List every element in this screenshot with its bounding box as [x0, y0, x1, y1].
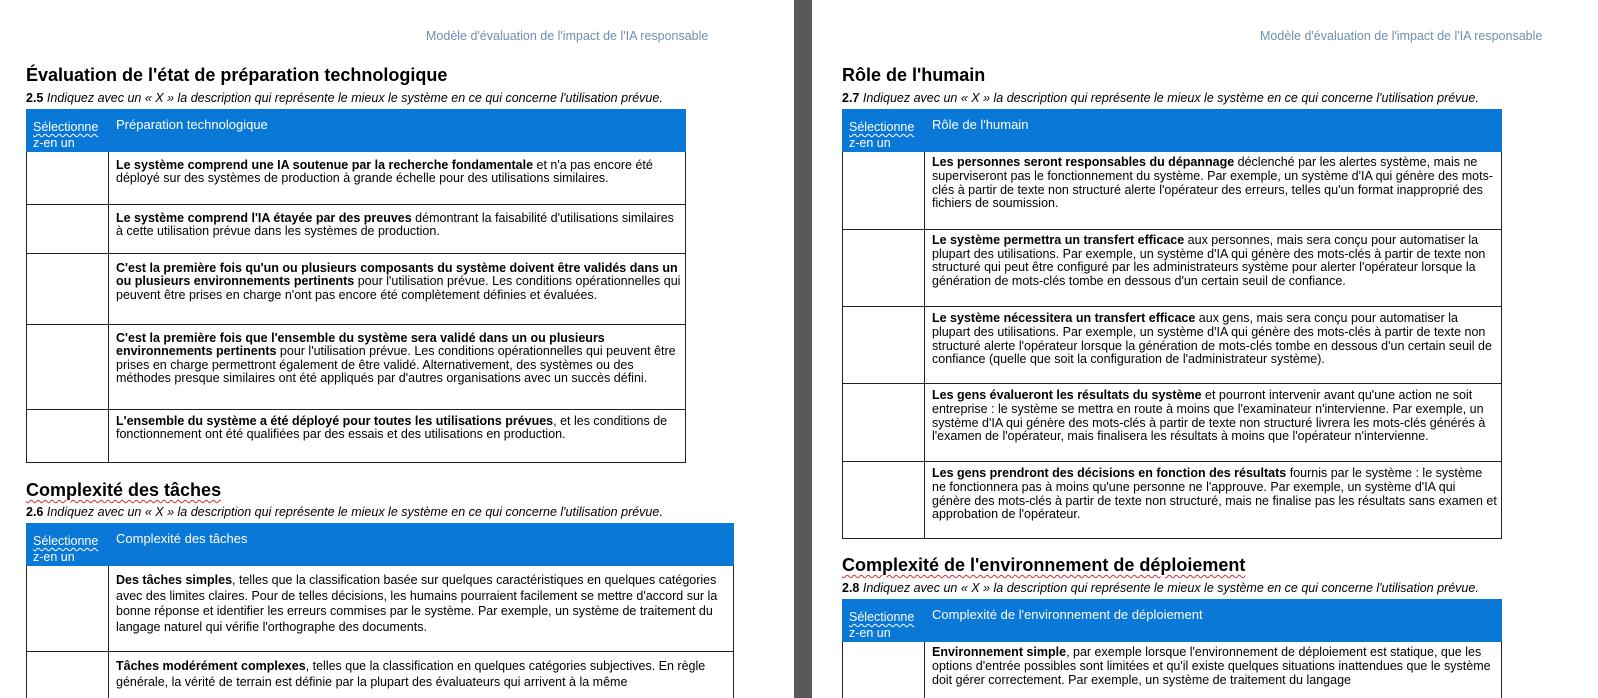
- table-row: [843, 307, 1502, 384]
- select-cell[interactable]: [27, 410, 109, 463]
- table-row: [27, 254, 686, 325]
- table-row: [843, 230, 1502, 307]
- description-bold: Le système comprend l'IA étayée par des preuves: [116, 211, 412, 225]
- description-bold: C'est la première fois qu'un ou plusieurs composants du système doivent être validés dans un ou plusieurs environnements pertinents: [116, 261, 678, 289]
- description-bold: Environnement simple: [932, 645, 1067, 659]
- description-cell: [925, 462, 1502, 539]
- table-header-row: [27, 524, 734, 566]
- select-cell[interactable]: [27, 152, 109, 205]
- page-gutter: [794, 0, 812, 698]
- section-title-task-complexity: Complexité des tâches: [26, 480, 222, 500]
- table-row: [27, 325, 686, 410]
- table-deployment-complexity: [842, 599, 1502, 698]
- table-row: [843, 642, 1502, 698]
- description-text: , et les conditions de fonctionnement ont été qualifiées par des essais et des utilisations en production.: [116, 414, 668, 442]
- table-header-row: [27, 110, 686, 152]
- description-text: démontrant la faisabilité d'utilisations similaires à cette utilisation prévue dans les systèmes de production.: [116, 211, 674, 239]
- table-task-complexity: [26, 523, 734, 698]
- select-cell[interactable]: [843, 642, 925, 698]
- select-label-suffix: z-en un: [849, 626, 891, 640]
- section-title-human-role: [842, 65, 985, 86]
- select-cell[interactable]: [27, 566, 109, 652]
- description-bold: C'est la première fois que l'ensemble du système sera validé dans un ou plusieurs environnements pertinents: [116, 331, 605, 359]
- question-2-7: [842, 91, 1479, 105]
- select-label: Sélectionne: [849, 120, 915, 134]
- question-number: 2.8: [842, 581, 860, 595]
- description-cell: [925, 384, 1502, 462]
- table-row: [27, 152, 686, 205]
- description-text: et n'a pas encore été déployé sur des systèmes de production à grande échelle pour des utilisations similaires.: [116, 158, 653, 186]
- select-cell[interactable]: [843, 230, 925, 307]
- description-text: , par exemple lorsque l'environnement de déploiement est statique, que les options d'entrée possibles sont limitées et qu'il existe quelques situations inattendues que le système doit gérer correctement. Par exemple, un système de traitement du langage: [932, 645, 1491, 687]
- description-cell: [109, 566, 734, 652]
- description-bold: Tâches modérément complexes: [116, 659, 306, 673]
- table-row: [843, 152, 1502, 230]
- document-page-right: [812, 0, 1598, 698]
- description-bold: Le système nécessitera un transfert efficace: [932, 311, 1196, 325]
- description-cell: [109, 652, 734, 698]
- column-header: Préparation technologique: [109, 110, 686, 152]
- description-bold: Les personnes seront responsables du dépannage: [932, 155, 1235, 169]
- select-cell[interactable]: [27, 652, 109, 698]
- description-bold: Le système comprend une IA soutenue par la recherche fondamentale: [116, 158, 534, 172]
- page-header: Modèle d'évaluation de l'impact de l'IA responsable: [1260, 29, 1543, 43]
- description-cell: [109, 205, 686, 254]
- select-label-suffix: z-en un: [849, 136, 891, 150]
- question-number: 2.7: [842, 91, 860, 105]
- description-bold: L'ensemble du système a été déployé pour toutes les utilisations prévues: [116, 414, 554, 428]
- description-text: pour l'utilisation prévue. Les conditions opérationnelles qui peuvent être prises en charge permettront également de être validé. Alternativement, des systèmes ou des méthodes presque similaires ont été appliqués par d'autres organisations avec un succès défini.: [116, 344, 676, 386]
- description-text: et pourront intervenir avant qu'une action ne soit entreprise : le système se mettra en route à moins que l'examinateur n'intervienne. Par exemple, un système d'IA qui génère des mots-clés à partir de texte non structuré livrera les mots-clés générés à l'examen de l'opérateur, mais finalisera les résultats à moins que l'opérateur n'intervienne.: [932, 388, 1486, 444]
- question-number: 2.5: [26, 91, 44, 105]
- question-2-8: [842, 581, 1479, 595]
- select-label: Sélectionne: [33, 534, 99, 548]
- select-cell[interactable]: [843, 462, 925, 539]
- description-cell: [109, 152, 686, 205]
- question-text: Indiquez avec un « X » la description qui représente le mieux le système en ce qui concerne l'utilisation prévue.: [46, 91, 663, 105]
- table-header-row: [843, 110, 1502, 152]
- table-row: [27, 205, 686, 254]
- column-header: Complexité de l'environnement de déploiement: [925, 600, 1502, 642]
- description-text: déclenché par les alertes système, mais ne superviseront pas le fonctionnement du système. Par exemple, un système d'IA qui génère des mots-clés à partir de texte non structuré alerte l'opérateur des erreurs, telles qu'un format inapproprié des fichiers de soumission.: [932, 155, 1494, 211]
- document-page-left: [0, 0, 794, 698]
- description-text: aux gens, mais sera conçu pour automatiser la plupart des utilisations. Par exemple, un système d'IA qui génère des mots-clés à partir de texte non structuré alerte l'opérateur lorsque la génération de mots-clés tombe en dessous d'un certain seuil de confiance (quelle que soit la configuration de l'administrateur système).: [932, 311, 1492, 367]
- select-column-header: [843, 600, 925, 642]
- description-cell: [925, 152, 1502, 230]
- column-header: Complexité des tâches: [109, 524, 734, 566]
- section-title-deployment-complexity: [842, 555, 1245, 576]
- question-text: Indiquez avec un « X » la description qui représente le mieux le système en ce qui concerne l'utilisation prévue.: [46, 505, 663, 519]
- description-cell: [925, 230, 1502, 307]
- select-label: Sélectionne: [33, 120, 99, 134]
- description-cell: [109, 254, 686, 325]
- table-human-role: [842, 109, 1502, 539]
- description-cell: [925, 642, 1502, 698]
- description-bold: Les gens prendront des décisions en fonction des résultats: [932, 466, 1287, 480]
- description-cell: [109, 325, 686, 410]
- description-text: , telles que la classification en quelques catégories subjectives. En règle générale, la vérité de terrain est définie par la plupart des évaluateurs qui arrivent à la même: [116, 659, 706, 689]
- description-text: , telles que la classification basée sur quelques caractéristiques en quelques catégories avec des limites claires. Pour de telles décisions, les humains pourraient facilement se mettre d'accord sur la bonne réponse et identifier les erreurs commises par le système. Par exemple, un système de traitement du langage naturel qui vérifie l'orthographe des documents.: [116, 573, 718, 634]
- select-cell[interactable]: [27, 325, 109, 410]
- page-header: Modèle d'évaluation de l'impact de l'IA responsable: [426, 29, 709, 43]
- question-text: Indiquez avec un « X » la description qui représente le mieux le système en ce qui concerne l'utilisation prévue.: [862, 91, 1479, 105]
- select-column-header: [27, 524, 109, 566]
- select-label-suffix: z-en un: [33, 136, 75, 150]
- select-cell[interactable]: [27, 205, 109, 254]
- question-2-6: [26, 505, 663, 519]
- description-cell: [925, 307, 1502, 384]
- table-row: [27, 410, 686, 463]
- question-2-5: [26, 91, 663, 105]
- select-label-suffix: z-en un: [33, 550, 75, 564]
- section-title-technology-readiness: Évaluation de l'état de préparation technologique: [26, 65, 448, 85]
- question-text: Indiquez avec un « X » la description qui représente le mieux le système en ce qui concerne l'utilisation prévue.: [862, 581, 1479, 595]
- section-title-text: Rôle de l'humain: [842, 65, 986, 85]
- description-text: pour l'utilisation prévue. Les conditions opérationnelles qui peuvent être prises en charge n'ont pas encore été complètement définies et évaluées.: [116, 274, 681, 302]
- select-cell[interactable]: [843, 152, 925, 230]
- table-row: [27, 652, 734, 698]
- description-text: aux personnes, mais sera conçu pour automatiser la plupart des utilisations. Par exemple, un système d'IA qui génère des mots-clés à partir de texte non structuré qui peut être configuré par les administrateurs système pour alerter l'opérateur lorsque la génération de mots-clés tombe en dessous d'un certain seuil de confiance.: [932, 233, 1486, 288]
- section-title-text: Complexité de l'environnement de déploiement: [842, 555, 1246, 575]
- table-row: [27, 566, 734, 652]
- select-column-header: [27, 110, 109, 152]
- select-cell[interactable]: [843, 384, 925, 462]
- question-number: 2.6: [26, 505, 44, 519]
- table-row: [843, 462, 1502, 539]
- column-header: Rôle de l'humain: [925, 110, 1502, 152]
- select-label: Sélectionne: [849, 610, 915, 624]
- description-cell: [109, 410, 686, 463]
- select-column-header: [843, 110, 925, 152]
- select-cell[interactable]: [27, 254, 109, 325]
- description-bold: Le système permettra un transfert efficace: [932, 233, 1185, 247]
- table-row: [843, 384, 1502, 462]
- description-bold: Les gens évalueront les résultats du système: [932, 388, 1202, 402]
- description-bold: Des tâches simples: [116, 573, 233, 587]
- table-header-row: [843, 600, 1502, 642]
- table-technology-readiness: [26, 109, 686, 463]
- description-text: fournis par le système : le système ne fonctionnera pas à moins qu'une personne ne l'approuve. Par exemple, un système d'IA qui génère des mots-clés à partir de texte non structuré, mais ne finalise pas les résultats sans examen et approbation de l'opérateur.: [932, 466, 1497, 522]
- select-cell[interactable]: [843, 307, 925, 384]
